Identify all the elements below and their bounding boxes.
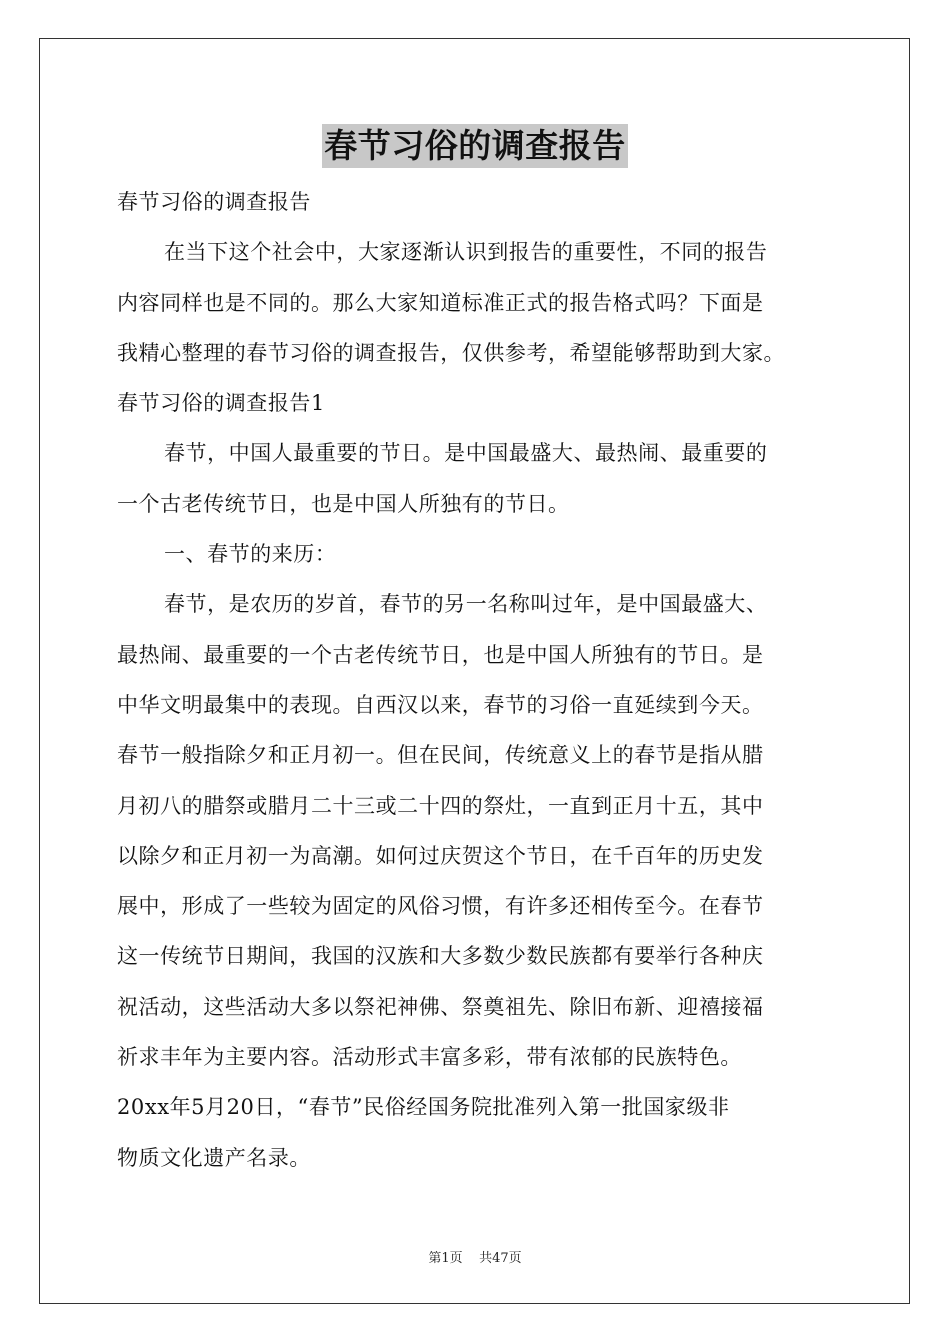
text-line: 以除夕和正月初一为高潮。如何过庆贺这个节日，在千百年的历史发: [117, 843, 764, 868]
page-total: 共47页: [479, 1251, 522, 1266]
text-line: 中华文明最集中的表现。自西汉以来，春节的习俗一直延续到今天。: [117, 692, 764, 717]
document-title: 春节习俗的调查报告: [322, 124, 628, 168]
text-line: 春节一般指除夕和正月初一。但在民间，传统意义上的春节是指从腊: [117, 743, 764, 768]
text-line: 春节，是农历的岁首，春节的另一名称叫过年，是中国最盛大、: [164, 592, 768, 617]
text-line: 祝活动，这些活动大多以祭祀神佛、祭奠祖先、除旧布新、迎禧接福: [117, 994, 764, 1019]
text-line: 内容同样也是不同的。那么大家知道标准正式的报告格式吗？下面是: [117, 290, 764, 315]
document-body: [117, 177, 837, 1183]
text-line: 祈求丰年为主要内容。活动形式丰富多彩，带有浓郁的民族特色。: [117, 1045, 742, 1070]
text-line: 20xx年5月20日，“春节”民俗经国务院批准列入第一批国家级非: [117, 1095, 730, 1120]
text-line: 我精心整理的春节习俗的调查报告，仅供参考，希望能够帮助到大家。: [117, 340, 786, 365]
text-line: 春节习俗的调查报告1: [117, 391, 325, 416]
title-block: [0, 124, 950, 168]
text-line: 最热闹、最重要的一个古老传统节日，也是中国人所独有的节日。是: [117, 642, 764, 667]
text-line: 一、春节的来历：: [164, 542, 337, 567]
text-line: 物质文化遗产名录。: [117, 1145, 311, 1170]
page-number: 第1页: [428, 1251, 463, 1266]
text-line: 月初八的腊祭或腊月二十三或二十四的祭灶，一直到正月十五，其中: [117, 793, 764, 818]
text-line: 在当下这个社会中，大家逐渐认识到报告的重要性，不同的报告: [164, 240, 768, 265]
text-line: 春节习俗的调查报告: [117, 190, 311, 214]
text-line: 这一传统节日期间，我国的汉族和大多数少数民族都有要举行各种庆: [117, 944, 764, 969]
text-line: 一个古老传统节日，也是中国人所独有的节日。: [117, 491, 570, 516]
text-line: 展中，形成了一些较为固定的风俗习惯，有许多还相传至今。在春节: [117, 894, 764, 919]
text-line: 春节，中国人最重要的节日。是中国最盛大、最热闹、最重要的: [164, 441, 768, 466]
page-footer: [0, 1247, 950, 1266]
